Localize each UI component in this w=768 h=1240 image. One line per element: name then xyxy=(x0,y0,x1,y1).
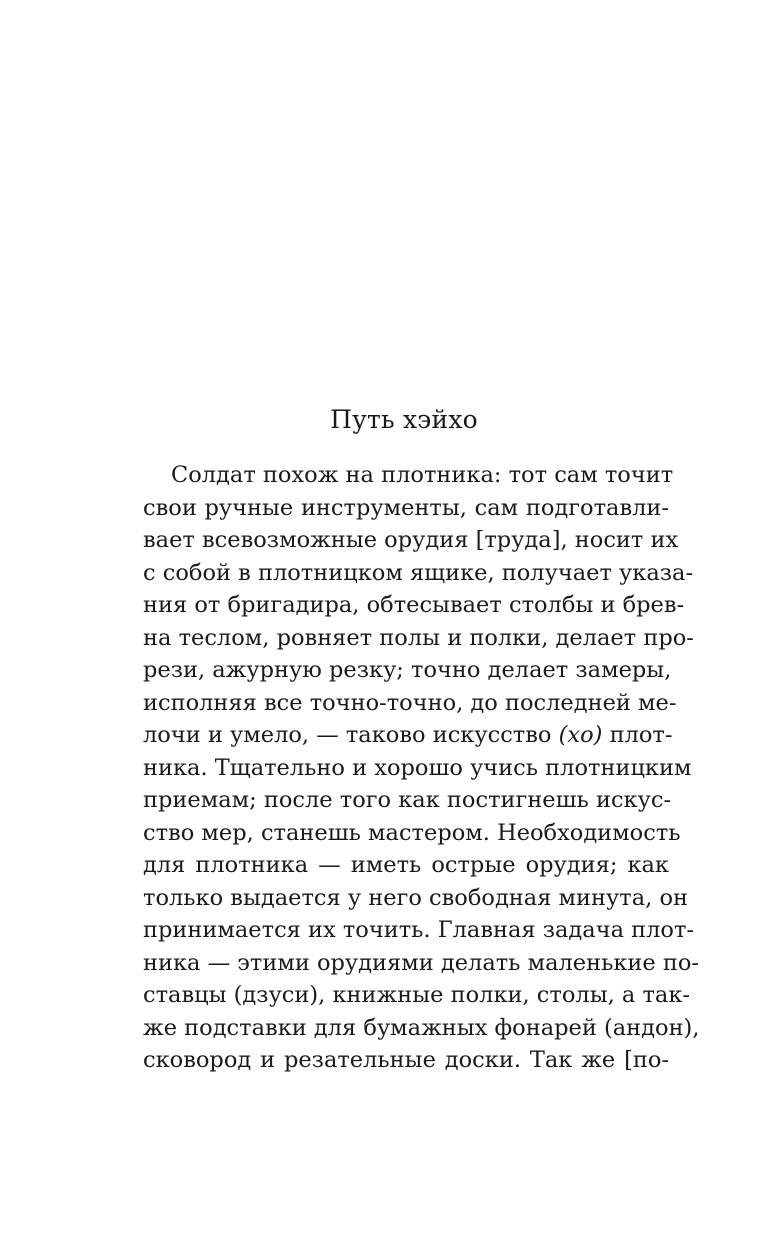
text-line: ния от бригадира, обтесывает столбы и брев- xyxy=(143,592,685,618)
text-line: принимается их точить. Главная задача плот- xyxy=(143,917,695,943)
chapter-paragraph xyxy=(143,459,700,1077)
text-line: на теслом, ровняет полы и полки, делает про- xyxy=(143,624,694,651)
text-line: ника. Тщательно и хорошо учись плотницким xyxy=(143,754,692,781)
text-line-with-term xyxy=(143,719,673,752)
text-line: же подставки для бумажных фонарей (андон), xyxy=(143,1014,700,1041)
text-line: исполняя все точно-точно, до последней ме- xyxy=(143,689,677,716)
text-line: ника — этими орудиями делать маленькие по- xyxy=(143,949,700,976)
text-line-part: плот- xyxy=(609,722,673,748)
text-line: Солдат похож на плотника: тот сам точит xyxy=(171,462,674,488)
text-line: сковород и резательные доски. Так же [по- xyxy=(143,1047,669,1073)
text-line: рези, ажурную резку; точно делает замеры, xyxy=(143,657,672,683)
text-line: ство мер, станешь мастером. Необходимость xyxy=(143,819,681,846)
text-line: для плотника — иметь острые орудия; как xyxy=(143,852,669,878)
text-line-part: лочи и умело, — таково искусство xyxy=(143,722,552,748)
chapter-title: Путь хэйхо xyxy=(330,405,478,434)
italic-term: (хо) xyxy=(558,722,603,748)
text-line: свои ручные инструменты, сам подготавли- xyxy=(143,494,669,521)
text-line: вает всевозможные орудия [труда], носит их xyxy=(143,527,679,553)
text-line: приемам; после того как постигнешь искус- xyxy=(143,787,672,813)
text-line: ставцы (дзуси), книжные полки, столы, а так- xyxy=(143,982,690,1008)
text-line: с собой в плотницком ящике, получает указа- xyxy=(143,559,694,586)
text-line: только выдается у него свободная минута, он xyxy=(143,884,688,911)
